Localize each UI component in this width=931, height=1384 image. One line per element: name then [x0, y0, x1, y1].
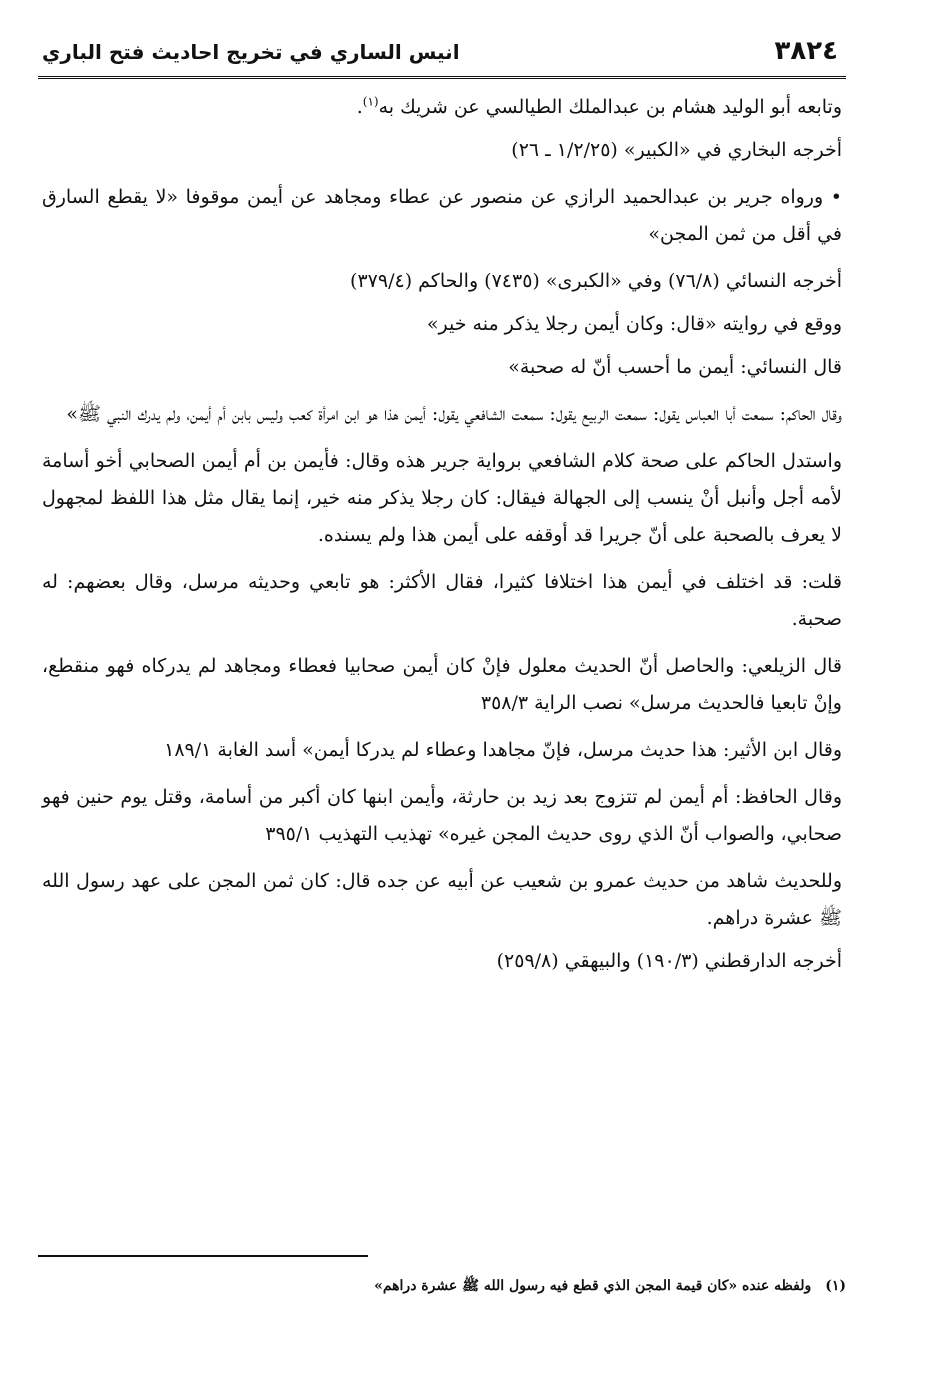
footnote-text: ولفظه عنده «كان قيمة المجن الذي قطع فيه رسول الله ﷺ عشرة دراهم»: [374, 1278, 812, 1294]
paragraph-text: وتابعه أبو الوليد هشام بن عبدالملك الطيالسي عن شريك به: [378, 96, 842, 118]
paragraph: • ورواه جرير بن عبدالحميد الرازي عن منصور عن عطاء ومجاهد عن أيمن موقوفا «لا يقطع السارق في أقل من ثمن المجن»: [42, 186, 842, 245]
body-text: [38, 79, 846, 980]
book-title: انيس الساري في تخريج احاديث فتح الباري: [42, 40, 460, 64]
paragraph: قال النسائي: أيمن ما أحسب أنّ له صحبة»: [508, 356, 842, 378]
paragraph: وقال الحاكم: سمعت أبا العباس يقول: سمعت الربيع يقول: سمعت الشافعي يقول: أيمن هذا هو ابن امرأة كعب وليس بابن أم أيمن، ولم يدرك النبي ﷺ»: [66, 403, 842, 425]
page-number: ٣٨٢٤: [774, 36, 838, 66]
paragraph-tail: .: [356, 96, 363, 118]
footnote-number: (١): [825, 1278, 846, 1294]
paragraph: قال الزيلعي: والحاصل أنّ الحديث معلول فإنْ كان أيمن صحابيا فعطاء ومجاهد لم يدركاه فهو منقطع، وإنْ تابعيا فالحديث مرسل» نصب الراية ٣٥٨/٣: [42, 655, 842, 714]
paragraph: واستدل الحاكم على صحة كلام الشافعي برواية جرير هذه وقال: فأيمن بن أم أيمن الصحابي أخو أسامة لأمه أجل وأنبل أنْ ينسب إلى الجهالة فيقال: كان رجلا يذكر منه خير، إنما يقال مثل هذا اللفظ لمجهول لا يعرف بالصحبة على أنّ جريرا قد أوقفه على أيمن هذا ولم يسنده.: [42, 450, 842, 546]
paragraph: [42, 89, 842, 126]
footnote: [38, 1273, 846, 1299]
page: [38, 30, 846, 990]
paragraph: وقال الحافظ: أم أيمن لم تتزوج بعد زيد بن حارثة، وأيمن ابنها كان أكبر من أسامة، وقتل يوم حنين فهو صحابي، والصواب أنّ الذي روى حديث المجن غيره» تهذيب التهذيب ٣٩٥/١: [42, 786, 842, 845]
running-head: [38, 30, 846, 79]
paragraph: ووقع في روايته «قال: وكان أيمن رجلا يذكر منه خير»: [426, 313, 842, 335]
footnote-divider: [38, 1255, 368, 1257]
paragraph: أخرجه الدارقطني (١٩٠/٣) والبيهقي (٢٥٩/٨): [496, 950, 842, 972]
paragraph: أخرجه البخاري في «الكبير» (١/٢/٢٥ ـ ٢٦): [511, 139, 842, 161]
paragraph: وللحديث شاهد من حديث عمرو بن شعيب عن أبيه عن جده قال: كان ثمن المجن على عهد رسول الله ﷺ عشرة دراهم.: [42, 870, 842, 929]
footnote-marker: (١): [362, 94, 379, 109]
paragraph: قلت: قد اختلف في أيمن هذا اختلافا كثيرا، فقال الأكثر: هو تابعي وحديثه مرسل، وقال بعضهم: له صحبة.: [42, 571, 842, 630]
paragraph: وقال ابن الأثير: هذا حديث مرسل، فإنّ مجاهدا وعطاء لم يدركا أيمن» أسد الغابة ١٨٩/١: [164, 739, 842, 761]
paragraph: أخرجه النسائي (٧٦/٨) وفي «الكبرى» (٧٤٣٥) والحاكم (٣٧٩/٤): [350, 270, 842, 292]
